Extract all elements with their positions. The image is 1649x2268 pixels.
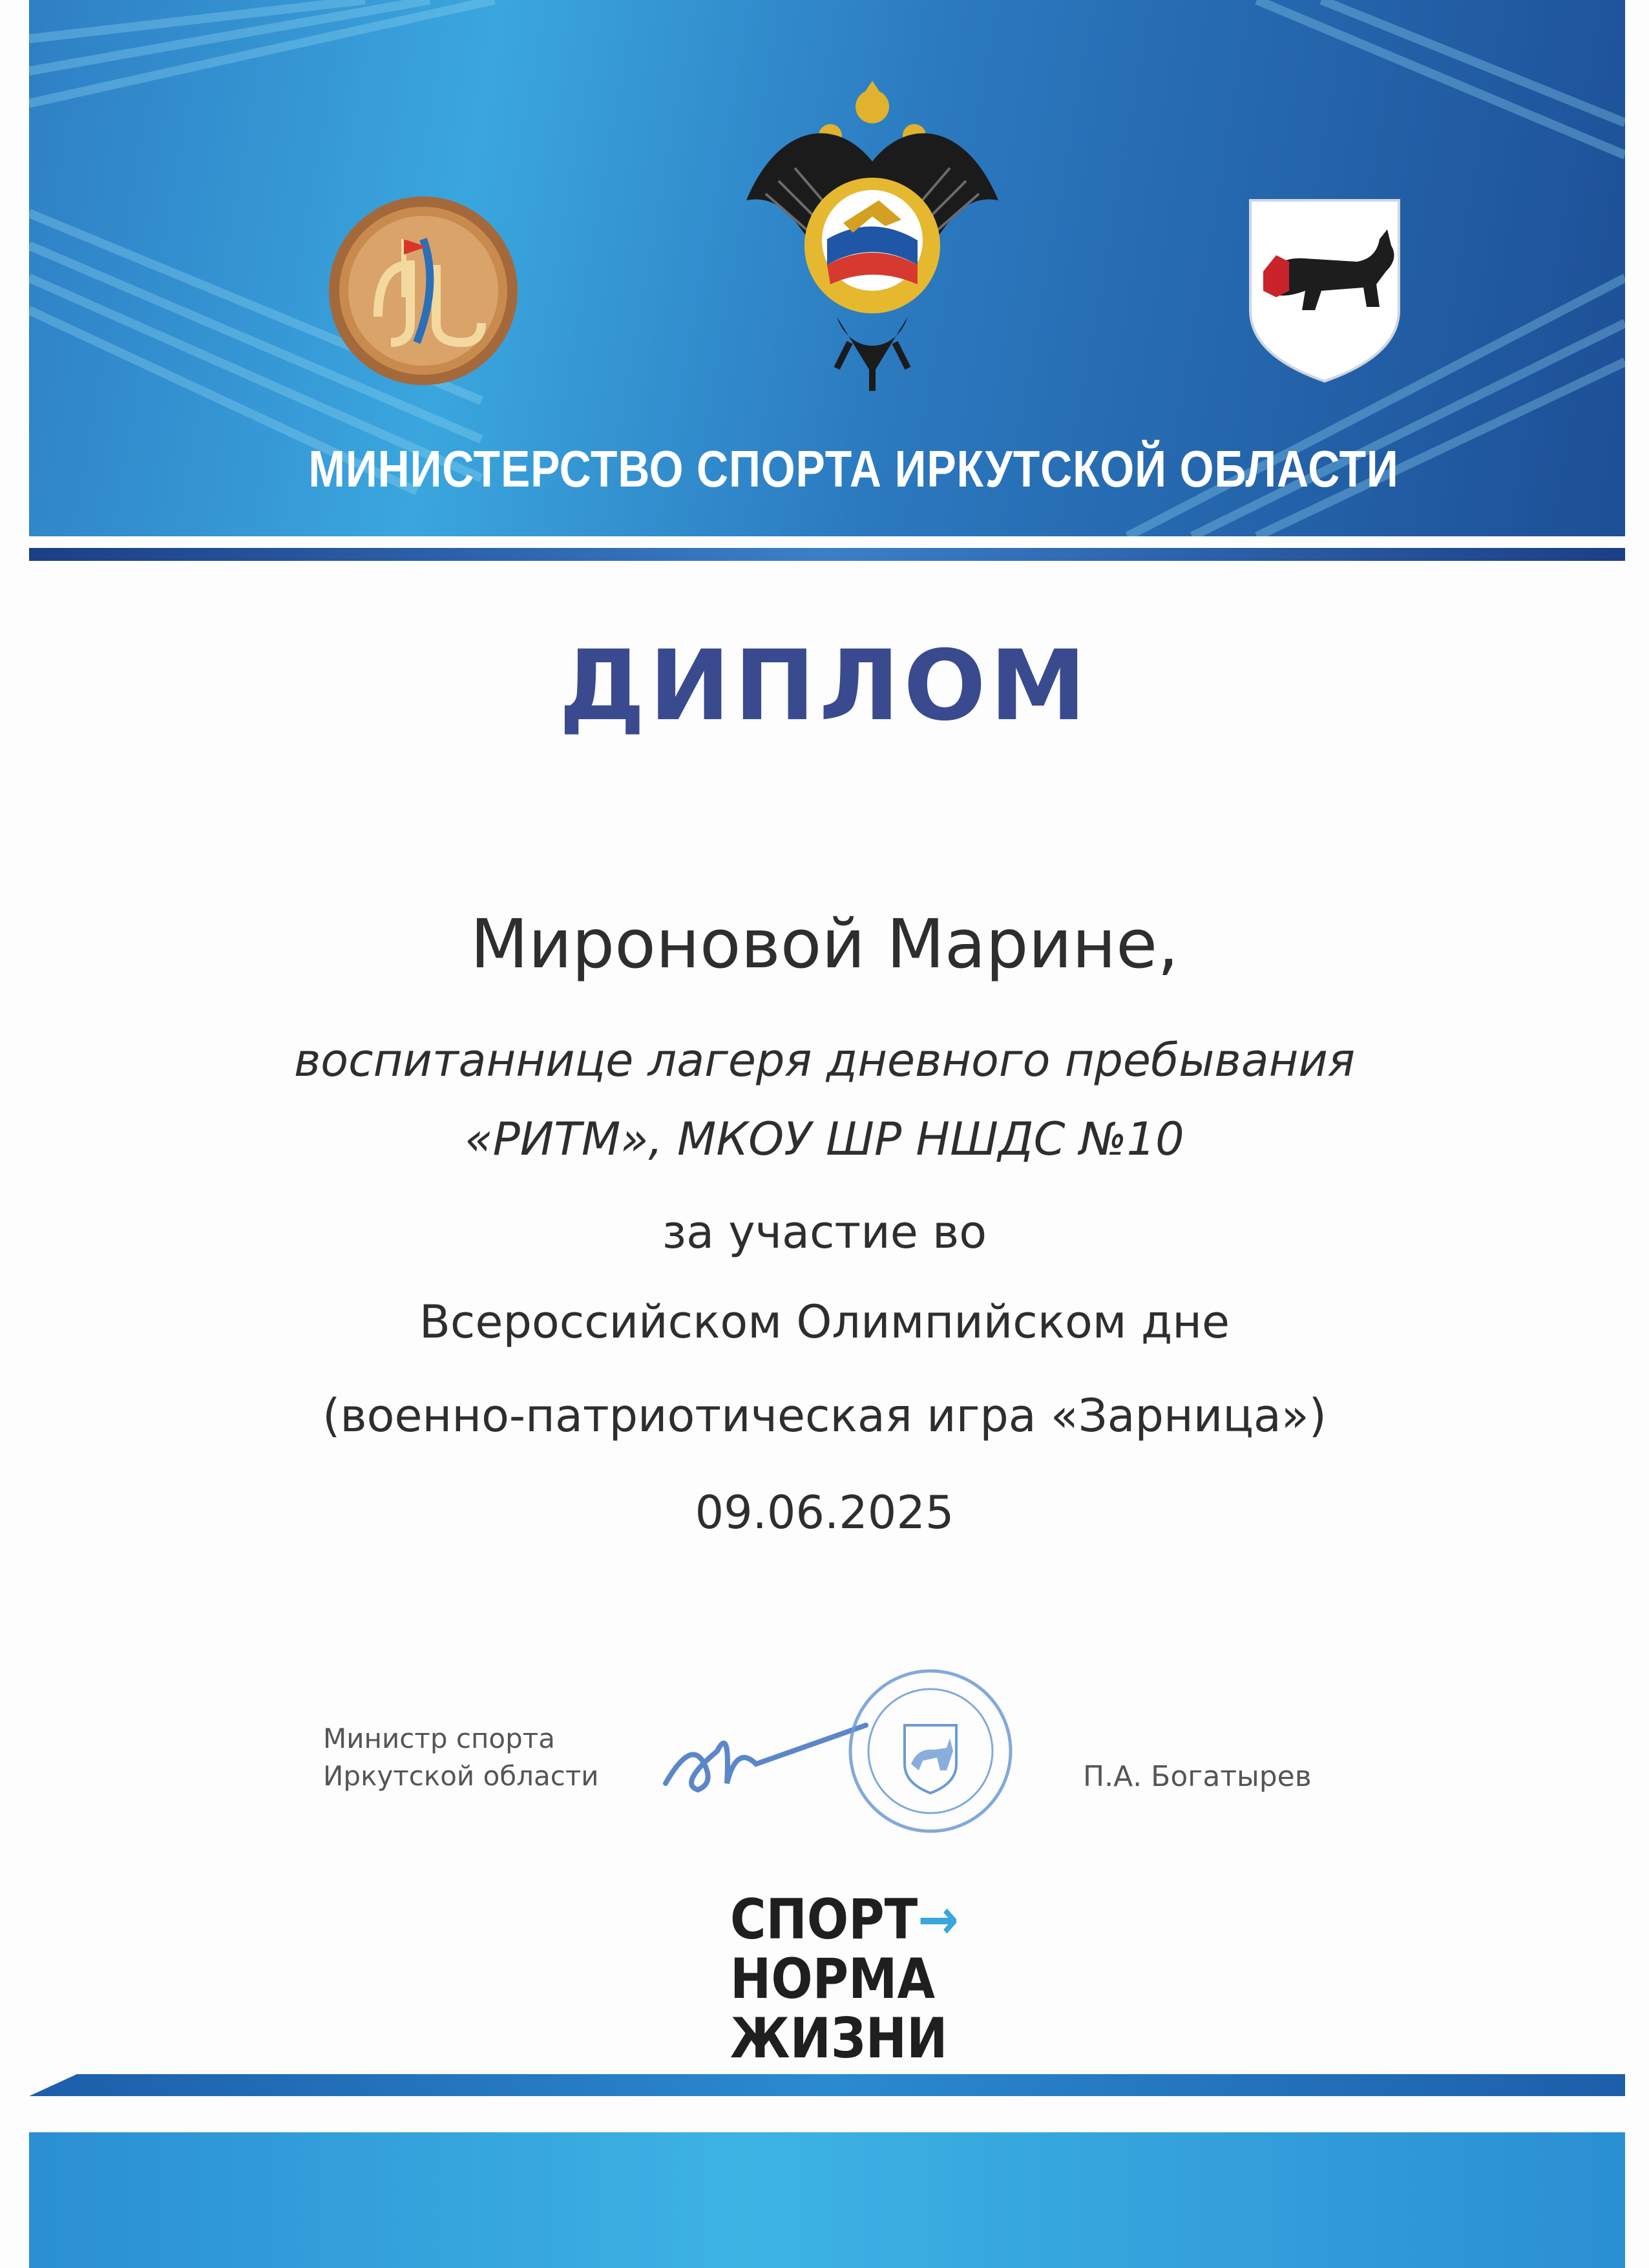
reason-line-3: (военно-патриотическая игра «Зарница») xyxy=(322,1389,1327,1442)
sport-ministry-medallion xyxy=(326,194,520,388)
recipient-name: Мироновой Марине, xyxy=(470,905,1179,983)
ministry-name: МИНИСТЕРСТВО СПОРТА ИРКУТСКОЙ ОБЛАСТИ xyxy=(308,440,1399,498)
signatory-position xyxy=(323,1720,599,1795)
arrow-right-icon: → xyxy=(918,1887,959,1952)
footer-band xyxy=(29,2132,1625,2268)
slogan-line-3: ЖИЗНИ xyxy=(730,2006,948,2071)
signatory-position-line-1: Министр спорта xyxy=(323,1723,555,1754)
sport-norma-zhizni-logo xyxy=(730,1887,959,2071)
signatory-name: П.А. Богатырев xyxy=(1083,1760,1312,1793)
handwritten-signature xyxy=(653,1686,872,1816)
official-seal-stamp xyxy=(846,1667,1014,1835)
reason-line-1: за участие во xyxy=(662,1206,987,1259)
header-band xyxy=(29,0,1625,536)
footer-divider xyxy=(29,2074,1625,2096)
signatory-position-line-2: Иркутской области xyxy=(323,1760,599,1792)
description-line-1: воспитаннице лагеря дневного пребывания xyxy=(294,1034,1355,1087)
award-date: 09.06.2025 xyxy=(695,1486,954,1539)
slogan-line-1: СПОРТ xyxy=(730,1887,918,1952)
slogan-line-2: НОРМА xyxy=(730,1947,936,2011)
description-line-2: «РИТМ», МКОУ ШР НШДС №10 xyxy=(465,1113,1184,1166)
reason-line-2: Всероссийском Олимпийском дне xyxy=(419,1296,1230,1349)
double-headed-eagle-emblem xyxy=(740,71,1005,394)
irkutsk-coat-of-arms xyxy=(1244,194,1405,388)
header-divider xyxy=(29,548,1625,561)
document-title: ДИПЛОМ xyxy=(558,630,1091,742)
